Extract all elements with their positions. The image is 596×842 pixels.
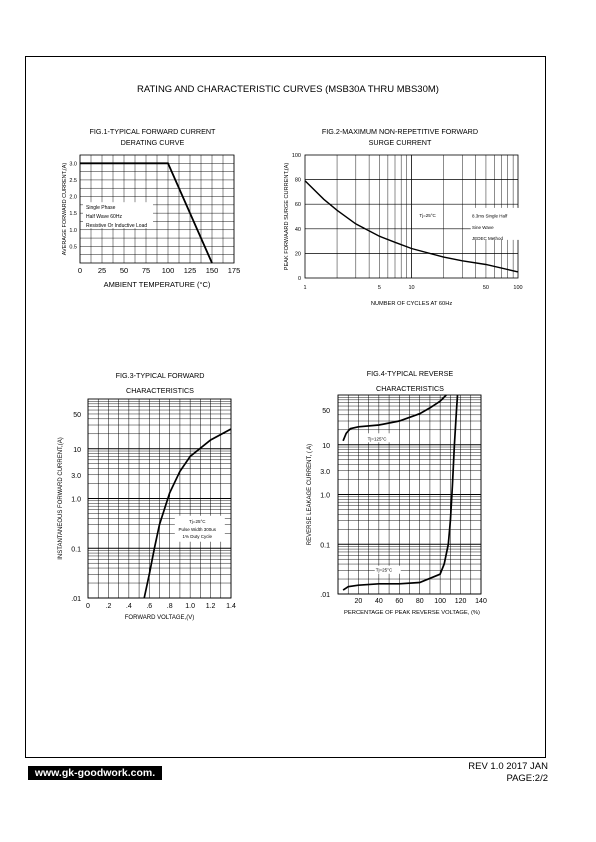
fig1-y-tick-label: 2.5 [69, 177, 77, 184]
fig4-x-label: PERCENTAGE OF PEAK REVERSE VOLTAGE, (%) [344, 610, 480, 616]
fig3-y-tick-label: 1.0 [71, 496, 81, 504]
fig1-title-line2: DERATING CURVE [120, 138, 185, 147]
fig1-y-tick-label: 0.5 [69, 244, 77, 251]
fig4-y-tick-label: 0.1 [320, 542, 330, 550]
fig1-title-line1: FIG.1-TYPICAL FORWARD CURRENT [89, 127, 216, 136]
fig3-x-tick-label: 1.4 [226, 603, 236, 610]
fig2-y-label: PEAK FORWAARD SURGE CURRENT,(A) [284, 162, 290, 271]
fig2-x-tick-label: 100 [513, 285, 523, 291]
fig2-x-tick-label: 1 [303, 285, 307, 291]
fig3-x-tick-label: .4 [125, 603, 132, 610]
fig4-title-line2: CHARACTERISTICS [376, 384, 444, 393]
fig4-x-tick-label: 80 [415, 598, 424, 605]
fig1-annotation: Single Phase [86, 205, 116, 212]
fig4-title-line1: FIG.4-TYPICAL REVERSE [366, 369, 454, 378]
fig2-x-tick-label: 5 [377, 285, 381, 291]
fig1-y-label: AVERAGE FORWARD CURRENT,(A) [62, 162, 68, 256]
fig2-y-tick-label: 100 [291, 153, 301, 159]
fig2-title-line1: FIG.2-MAXIMUM NON-REPETITIVE FORWARD [321, 127, 479, 136]
fig3-y-tick-label: 0.1 [71, 546, 81, 554]
fig3-y-tick-label: 10 [73, 446, 81, 454]
fig2-annotation: 8.3ms Single Half [472, 213, 508, 219]
fig2-title-line2: SURGE CURRENT [368, 138, 432, 147]
fig3-x-tick-label: 1.0 [185, 603, 196, 610]
fig3-y-tick-label: 50 [73, 411, 81, 419]
fig4-y-label: REVERSE LEAKAGE CURRENT, ( A) [307, 443, 313, 546]
fig2-annotation: Tj=25°C [419, 213, 436, 219]
fig3-annotation: 1% Duty Cycle [182, 533, 213, 539]
fig4-y-tick-label: 50 [322, 407, 330, 415]
fig4-annotation: Tj=25°C [375, 567, 393, 573]
fig3-y-tick-label: .01 [71, 596, 81, 603]
fig2-y-tick-label: 40 [294, 226, 301, 233]
fig1-annotation: Resistive Or Inductive Load [86, 223, 148, 230]
fig1-x-tick-label: 125 [183, 266, 197, 275]
fig2-x-tick-label: 50 [482, 285, 490, 291]
fig3-x-tick-label: .6 [146, 603, 153, 610]
fig1-y-tick-label: 2.0 [69, 194, 77, 201]
fig4-y-tick-label: 1.0 [320, 492, 330, 500]
fig3-y-label: INSTANTANEOUS FORWARD CURRENT,(A) [58, 437, 64, 560]
fig2-x-label: NUMBER OF CYCLES AT 60Hz [370, 301, 453, 307]
fig2-y-tick-label: 0 [297, 276, 301, 282]
fig4-y-tick-label: 10 [322, 442, 330, 450]
fig3-x-tick-label: .2 [105, 603, 112, 610]
fig3-y-tick-label: 3.0 [71, 472, 81, 480]
fig3-annotation: Pulse Width 300us [178, 526, 217, 532]
fig1-x-tick-label: 100 [161, 266, 175, 275]
footer-url[interactable]: www.gk-goodwork.com. [28, 766, 162, 780]
fig3-title-line2: CHARACTERISTICS [126, 386, 194, 395]
fig2-y-tick-label: 20 [294, 251, 301, 258]
fig4-x-tick-label: 60 [395, 598, 404, 605]
fig2-annotation: Sine Wave [472, 224, 494, 230]
page-title: RATING AND CHARACTERISTIC CURVES (MSB30A THRU MBS30M) [137, 84, 439, 95]
fig1-x-tick-label: 75 [141, 266, 151, 275]
fig1-x-tick-label: 50 [119, 266, 129, 275]
fig1-x-label: AMBIENT TEMPERATURE (°C) [103, 280, 211, 289]
fig3-x-tick-label: .8 [166, 603, 173, 610]
fig1-y-tick-label: 1.0 [69, 227, 77, 234]
fig1-annotation: Half Wave 60Hz [86, 214, 122, 221]
fig3-x-label: FORWARD VOLTAGE,(V) [124, 615, 195, 621]
fig2-annotation: JEDEC Method [472, 235, 504, 241]
fig1-x-tick-label: 175 [227, 266, 241, 275]
footer-rev: REV 1.0 2017 JAN [468, 761, 548, 772]
fig1-x-tick-label: 150 [205, 266, 219, 275]
fig1-x-tick-label: 25 [97, 266, 107, 275]
fig3-x-tick-label: 0 [86, 603, 90, 610]
fig4-y-tick-label: 3.0 [320, 468, 330, 476]
fig4-x-tick-label: 100 [434, 598, 446, 605]
fig1-y-tick-label: 1.5 [69, 211, 77, 218]
fig1-y-tick-label: 3.0 [69, 161, 77, 168]
fig4-x-tick-label: 140 [475, 598, 487, 605]
fig4-x-tick-label: 20 [354, 598, 363, 605]
fig2-y-tick-label: 60 [294, 202, 301, 209]
fig3-title-line1: FIG.3-TYPICAL FORWARD [115, 371, 205, 380]
footer-revision [468, 761, 548, 785]
fig2-y-tick-label: 80 [294, 177, 301, 184]
fig4-y-tick-label: .01 [320, 592, 330, 599]
fig3-x-tick-label: 1.2 [205, 603, 216, 610]
fig3-annotation: Tj=25°C [189, 518, 206, 524]
footer-page: PAGE:2/2 [506, 773, 548, 784]
fig1-x-tick-label: 0 [77, 266, 83, 275]
fig4-annotation: Tj=125°C [367, 436, 387, 442]
fig4-x-tick-label: 120 [454, 598, 467, 605]
fig4-x-tick-label: 40 [374, 598, 383, 605]
fig2-x-tick-label: 10 [408, 285, 415, 291]
